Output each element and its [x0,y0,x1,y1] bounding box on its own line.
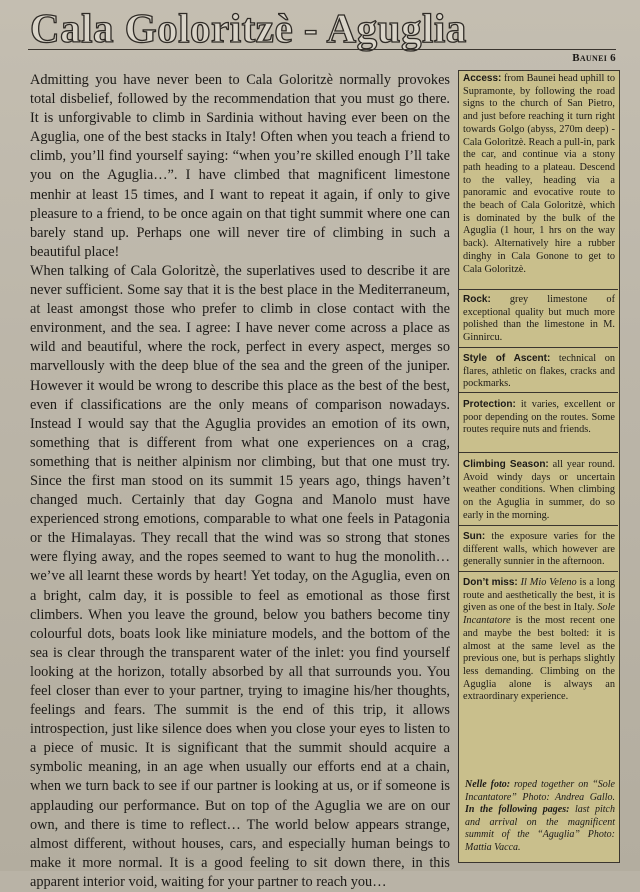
caption-label: In the following pages: [465,804,570,816]
sun-label: Sun: [463,531,486,542]
dontmiss-text: is the most recent one and maybe the best bolted: it is almost at the same level as the previous one, but is perhaps slightly less demanding. Climbing on the Aguglia alone is always an extraordinary experience. [463,615,615,703]
page-title: Cala Goloritzè - Aguglia [30,5,467,51]
sidebar-divider [459,452,618,453]
protection-info [463,399,615,437]
sun-info [463,531,615,569]
access-label: Access: [463,73,502,84]
rock-label: Rock: [463,294,491,305]
caption-text: last pitch and arrival on the magnificent summit of the “Aguglia” Photo: Mattia Vacca. [465,804,615,853]
style-info [463,353,615,391]
access-text: from Baunei head uphill to Supramonte, by following the road signs to the church of San Pietro, and just before reaching it turn right towards Golgo (abyss, 270m deep) - Cala Goloritzè. Reach a pull-in, park the car, and continue via a stony path heading to a plateau. Descend to the valley, heading via a panoramic and evocative route to the beach of Cala Goloritzè, which is dominated by the bulk of the Aguglia (1 hour, 1 hrs on the way back). Alternatively hire a rubber dinghy in Cala Gonone to get to Cala Goloritzè. [463,73,615,275]
season-text: all year round. Avoid windy days or uncertain weather conditions. When climbing on the Aguglia in summer, do so early in the morning. [463,459,615,521]
info-sidebar [458,70,620,863]
caption-label: Nelle foto: [465,779,511,790]
route-name: Il Mio Veleno [520,577,577,588]
rock-text: grey limestone of exceptional quality but much more polished than the limestone in M. Ginnircu. [463,294,615,344]
article-paragraph: When talking of Cala Goloritzè, the superlatives used to describe it are never sufficient. Some say that it is the best place in the Mediterraneum, at least amongst those who prefer to climb in close contact with the environment, and the sea. I agree: I have never come across a place as wild and beautiful, where the rock, perfect in every aspect, merges so marvellously with the deep blue of the sea and the green of the juniper. However it would be wrong to describe this place as the best of the best, even if classifications are the only means of comparison nowadays. Instead I would say that the Aguglia provides an emotion of its own, something that is different from what one experiences on a crag, something that is neither alpinism nor climbing, but that one must try. Since the first man stood on its summit 15 years ago, things haven’t changed much. Certainly that day Gogna and Manolo must have experienced strong emotions, comparable to what one feels in Patagonia or the Himalayas. They recall that the wind was so strong that stones were flying away, and the ropes seemed to want to hug the monolith… we’ve all learnt these words by heart! Yet today, on the Aguglia, even on a bright, calm day, it is possible to feel as emotional as those first climbers. When you leave the ground, below you bathers become tiny colourful dots, boats look like miniature models, and the bottom of the sea is clear through the transparent water of the inlet: you find yourself looking at the horizon, totally absorbed by all that surrounds you. You feel closer than ever to your partner, trying to imagine his/her thoughts, feelings and fears. The summit is the end of this trip, it allows introspection, just like silence does when you close your eyes to listen to a piece of music. It is significant that the summit should acquire a symbolic meaning, in an age when usually our efforts end at a chain, when we turn back to see if our partner is looking at us, or if someone is applauding our performance. But on top of the Aguglia we are on our own, and there is time to reflect… The world below appears strange, almost different, without houses, cars, and especially human beings to make it more normal. It is a good feeling to sit down there, in this apparent interior void, waiting for your partner to reach you… [30,262,450,890]
season-info [463,459,615,523]
sun-text: the exposure varies for the different walls, which however are generally sunnier in the afternoon. [463,531,615,568]
title-rule [28,49,616,50]
style-label: Style of Ascent: [463,353,551,364]
dontmiss-info [463,577,615,704]
sidebar-divider [459,525,618,526]
route-name: Sole Incantatore [463,602,615,627]
sidebar-divider [459,571,618,572]
dontmiss-text: is a long route and aesthetically the best, it is given as one of the best in Italy. [463,577,616,614]
caption-text: roped together on “Sole Incantatore” Photo: Andrea Gallo. [465,779,615,803]
photo-caption [465,779,615,855]
sidebar-divider [459,392,618,393]
access-info [463,73,615,276]
section-tag: Baunei 6 [572,52,616,64]
dontmiss-label: Don’t miss: [463,577,518,588]
sidebar-divider [459,347,618,348]
protection-label: Protection: [463,399,516,410]
article-paragraph: Admitting you have never been to Cala Goloritzè normally provokes total disbelief, followed by the recommendation that you must go there. It is unforgivable to climb in Sardinia without having ever been on the Aguglia, one of the best stacks in Italy! Often when you teach a friend to climb, you’ll find yourself saying: “when you’re skilled enough I’ll take you on the Aguglia…”. I have climbed that magnificent limestone menhir at least 15 times, and I want to repeat it again, if only to give pleasure to a friend, to be once again on that tight summit where one can barely stand up. Perhaps one will never tire of climbing in such a beautiful place! [30,72,450,260]
rock-info [463,294,615,345]
article-body [30,71,450,892]
season-label: Climbing Season: [463,459,549,470]
style-text: technical on flares, athletic on flakes, cracks and pockmarks. [463,353,615,390]
protection-text: it varies, excellent or poor depending on the routes. Some routes require nuts and friends. [463,399,615,436]
sidebar-divider [459,289,618,290]
